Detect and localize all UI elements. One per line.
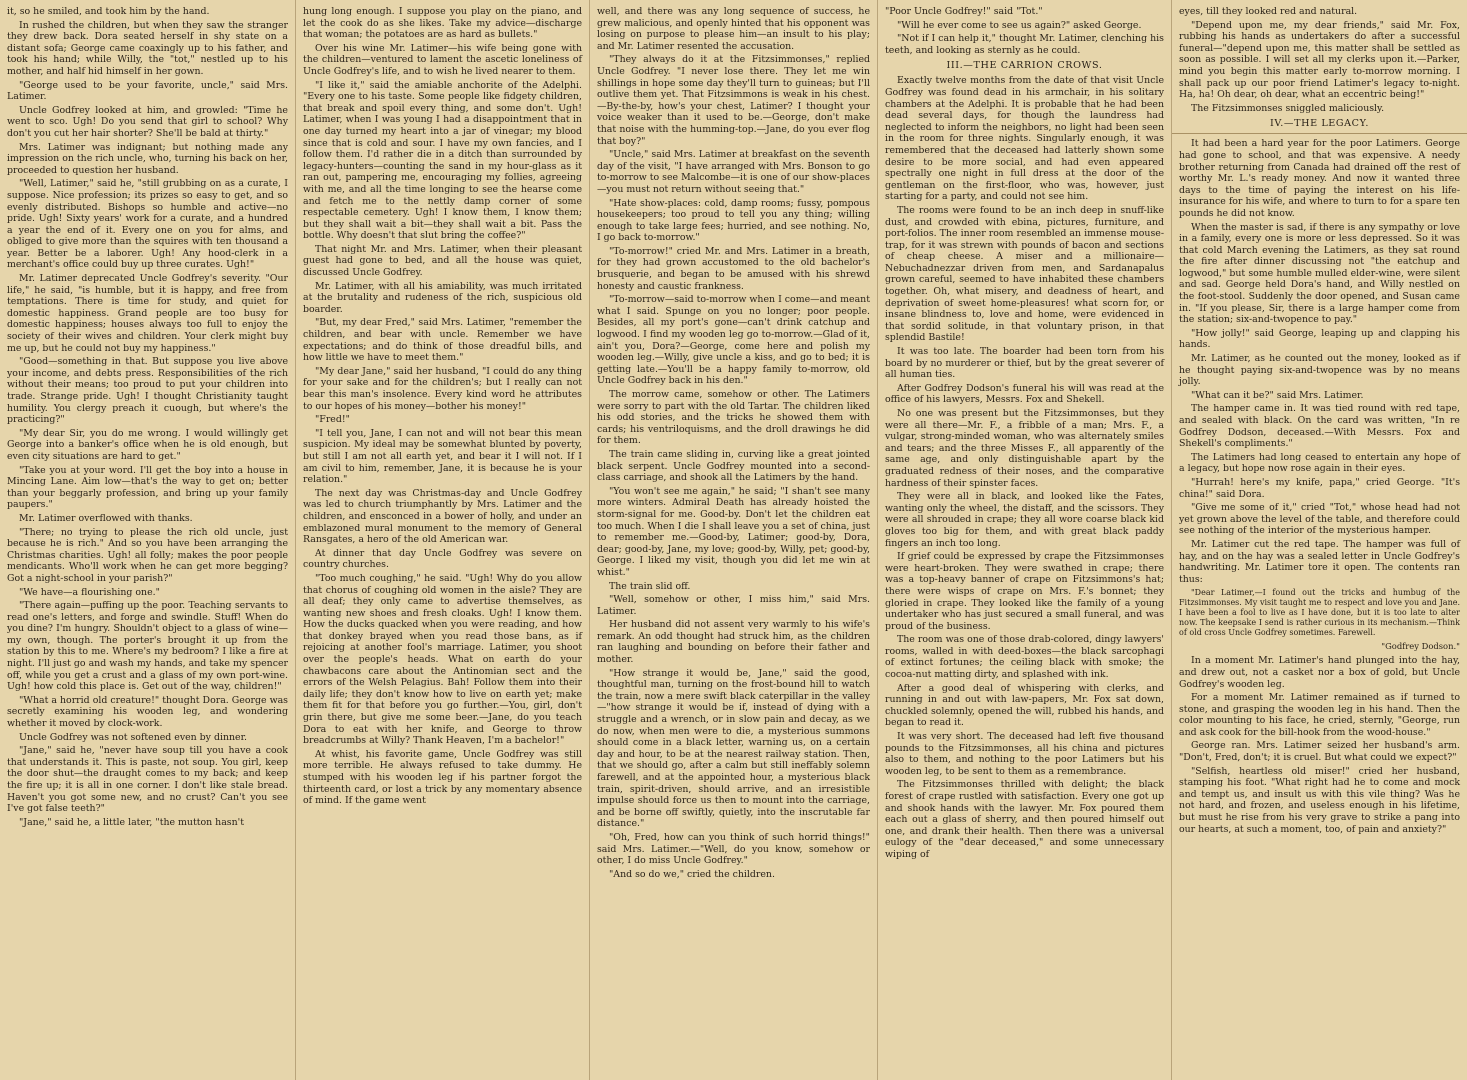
paragraph: "I like it," said the amiable anchorite of the Adelphi. "Every one to his taste. Some people like fidgety children, that break and spoil every thing, and some don't. Ugh! Latimer, when I was young I had a disappointment that in one day turned my heart into a jar of vinegar; my blood since that is cold and sour. I have my own fancies, and I follow them. I'd rather die in a ditch than surrounded by legacy-hunters—counting the sand in my hour-glass as it ran out, pampering me, encouraging my follies, agreeing with me, and all the time longing to see the hearse come and fetch me to the nettly damp corner of some respectable cemetery. Ugh! I know them, I know them; but they shall wait a bit—they shall wait a bit. Pass the bottle. Why doesn't that slut bring the coffee?" <box>303 79 582 242</box>
paragraph: "Too much coughing," he said. "Ugh! Why do you allow that chorus of coughing old women in the aisle? They are all deaf; they only came to advertise themselves, as wanting new shoes and fresh cloaks. Ugh! I know them. How the ducks quacked when you were reading, and how that donkey brayed when you read those bans, as if rejoicing at another fool's marriage. Latimer, you shoot over the people's heads. What on earth do your chawbacons care about the Antinomian sect and the errors of the Welsh Pelagius. Bah! Follow them into their daily life; they don't know how to live on earth yet; make them fit for that before you go further.—You, girl, don't grin there, but give me some beer.—Jane, do you teach Dora to eat with her knife, and George to throw breadcrumbs at Willy? Thank Heaven, I'm a bachelor!" <box>303 572 582 747</box>
column-2 <box>296 0 590 1080</box>
paragraph: The Latimers had long ceased to entertain any hope of a legacy, but hope now rose again in their eyes. <box>1179 451 1460 475</box>
paragraph: hung long enough. I suppose you play on the piano, and let the cook do as she likes. Take my advice—discharge that woman; the potatoes are as hard as bullets." <box>303 6 582 41</box>
paragraph: "What a horrid old creature!" thought Dora. George was secretly examining his wooden leg, and wondering whether it moved by clock-work. <box>7 694 288 730</box>
paragraph: Uncle Godfrey looked at him, and growled: "Time he went to sco. Ugh! Do you send that girl to school? Why don't you cut her hair shorter? She'll be bald at thirty." <box>7 104 288 139</box>
paragraph: "What can it be?" said Mrs. Latimer. <box>1191 389 1364 401</box>
paragraph: "How strange it would be, Jane," said the good, thoughtful man, turning on the frost-bound hill to watch the train, now a mere swift black caterpillar in the valley—"how strange it would be if, instead of dying with a struggle and a wrench, or in slow pain and decay, as we do now, when men were to die, a mysterious summons should come in a black letter, warning us, on a certain day and hour, to be at the nearest railway station. Then, that we should go, after a calm but still ineffably solemn farewell, and at the appointed hour, a mysterious black train, spirit-driven, should arrive, and an irresistible impulse should force us then to mount into the carriage, and be borne off swiftly, quietly, into the inscrutable far distance." <box>597 667 870 830</box>
paragraph: "Take you at your word. I'll get the boy into a house in Mincing Lane. Aim low—that's the way to get on; better than your beggarly profession, and bring up your family paupers." <box>7 464 288 511</box>
paragraph: For a moment Mr. Latimer remained as if turned to stone, and grasping the wooden leg in his hand. Then the color mounting to his face, he cried, sternly, "George, run and ask cook for the bill-hook from the wood-house." <box>1179 692 1460 738</box>
paragraph: In a moment Mr. Latimer's hand plunged into the hay, and drew out, not a casket nor a box of gold, but Uncle Godfrey's wooden leg. <box>1179 655 1460 690</box>
paragraph: "Uncle," said Mrs. Latimer at breakfast on the seventh day of the visit, "I have arranged with Mrs. Bonson to go to-morrow to see Malcombe—it is one of our show-places—you must not return without seeing that." <box>597 149 870 195</box>
paragraph: "Well, somehow or other, I miss him," said Mrs. Latimer. <box>597 594 870 617</box>
paragraph: The train slid off. <box>609 580 691 592</box>
paragraph: After Godfrey Dodson's funeral his will was read at the office of his lawyers, Messrs. Fox and Shekell. <box>885 382 1164 406</box>
paragraph: Mrs. Latimer was indignant; but nothing made any impression on the rich uncle, who, turning his back on her, proceeded to question her husband. <box>7 141 288 176</box>
paragraph: "Fred!" <box>315 414 350 426</box>
paragraph: "Good—something in that. But suppose you live above your income, and debts press. Responsibilities of the rich without their means; too proud to put your children into trade. Strange pride. Ugh! I thought Christianity taught humility. You clergy preach it cuough, but where's the practicing?" <box>7 356 288 426</box>
paragraph: The morrow came, somehow or other. The Latimers were sorry to part with the old Tartar. The children liked his odd stories, and the tricks he showed them with cards; his ventriloquisms, and the droll drawings he did for them. <box>597 389 870 447</box>
paragraph: Mr. Latimer deprecated Uncle Godfrey's severity. "Our life," he said, "is humble, but it is happy, and free from temptations. There is time for study, and quiet for domestic happiness. Grand people are too busy for domestic happiness; houses always too full to enjoy the society of their wives and children. Your clerk might buy me up, but he could not buy my happiness." <box>7 273 288 354</box>
paragraph: it, so he smiled, and took him by the hand. <box>7 6 210 17</box>
paragraph: "Depend upon me, my dear friends," said Mr. Fox, rubbing his hands as undertakers do after a successful funeral—"depend upon me, this matter shall be settled as soon as possible. I will set all my clerks upon it.—Parker, mind you begin this matter early to-morrow morning. I shall pack up our poor friend Latimer's legacy to-night. Ha, ha! Oh dear, oh dear, what an eccentric being!" <box>1179 19 1460 101</box>
paragraph: If grief could be expressed by crape the Fitzsimmonses were heart-broken. They were swathed in crape; there was a top-heavy banner of crape on Fitzsimmons's hat; there were wisps of crape on Mrs. F.'s bonnet; they gloried in crape. They looked like the family of a young undertaker who has just secured a small funeral, and was proud of the business. <box>885 551 1164 632</box>
paragraph: In rushed the children, but when they saw the stranger they drew back. Dora seated herself in shy state on a distant sofa; George came coaxingly up to his father, and took his hand; while Willy, the "tot," nestled up to his mother, and half hid himself in her gown. <box>7 19 288 77</box>
column-5 <box>1172 0 1467 1080</box>
paragraph: "But, my dear Fred," said Mrs. Latimer, "remember the children, and bear with uncle. Remember we have expectations; and do think of those dreadful bills, and how little we have to meet them." <box>303 317 582 364</box>
column-4 <box>878 0 1172 1080</box>
paragraph: "There again—puffing up the poor. Teaching servants to read one's letters, and forge and swindle. Stuff! When do you dine? I'm hungry. Shouldn't object to a glass of wine—my own, though. The porter's brought it up from the station by this to me. Where's my bedroom? I like a fire at night. I'll just go and wash my hands, and take my spencer off, while you get a crust and a glass of my own port-wine. Ugh! how cold this place is. Get out of the way, children!" <box>7 600 288 693</box>
section-heading: III.—THE CARRION CROWS. <box>946 60 1103 72</box>
paragraph: "My dear Jane," said her husband, "I could do any thing for your sake and for the children's; but I really can not bear this man's insolence. Every kind word he attributes to our hopes of his money—bother his money!" <box>303 365 582 412</box>
paragraph: Her husband did not assent very warmly to his wife's remark. An odd thought had struck him, as the children ran laughing and bounding on before their father and mother. <box>597 619 870 666</box>
paragraph: After a good deal of whispering with clerks, and running in and out with law-papers, Mr. Fox sat down, chuckled solemnly, opened the will, rubbed his hands, and began to read it. <box>885 682 1164 729</box>
paragraph: When the master is sad, if there is any sympathy or love in a family, every one is more or less depressed. So it was that cold March evening the Latimers, as they sat round the fire after dinner discussing not "the eatchup and logwood," but some humble mulled elder-wine, were silent and sad. George held Dora's hand, and Willy nestled on the foot-stool. Suddenly the door opened, and Susan came in. "If you please, Sir, there is a large hamper come from the station; six-and-twopence to pay." <box>1179 221 1460 326</box>
paragraph: "Poor Uncle Godfrey!" said "Tot." <box>885 6 1043 17</box>
paragraph: It had been a hard year for the poor Latimers. George had gone to school, and that was expensive. A needy brother returning from Canada had drained off the rest of worthy Mr. L.'s ready money. And now it wanted three days to the time of paying the interest on his life-insurance for his wife, and where to turn to for a spare ten pounds he did not know. <box>1179 138 1460 219</box>
paragraph: They were all in black, and looked like the Fates, wanting only the wheel, the distaff, and the scissors. They were all shrouded in crape; they all wore coarse black kid gloves too big for them, and with great black paddy fingers an inch too long. <box>885 491 1164 549</box>
clipping-cut-line <box>1172 133 1467 134</box>
column-3 <box>590 0 878 1080</box>
paragraph: The next day was Christmas-day and Uncle Godfrey was led to church triumphantly by Mrs. Latimer and the children, and ensconced in a bower of holly, and under an emblazoned mural monument to the memory of General Ransgates, a hero of the old American war. <box>303 487 582 546</box>
paragraph: "Oh, Fred, how can you think of such horrid things!" said Mrs. Latimer.—"Well, do you know, somehow or other, I do miss Uncle Godfrey." <box>597 831 870 867</box>
paragraph: At whist, his favorite game, Uncle Godfrey was still more terrible. He always refused to take dummy. He stumped with his wooden leg if his partner forgot the thirteenth card, or lost a trick by any momentary absence of mind. If the game went <box>303 748 582 807</box>
paragraph: Mr. Latimer, with all his amiability, was much irritated at the brutality and rudeness of the rich, suspicious old boarder. <box>303 280 582 315</box>
paragraph: The room was one of those drab-colored, dingy lawyers' rooms, walled in with deed-boxes—the black sarcophagi of extinct fortunes; the ceiling black with smoke; the cocoa-nut matting dirty, and splashed with ink. <box>885 634 1164 681</box>
letter-text: "Dear Latimer,—I found out the tricks and humbug of the Fitzsimmonses. My visit taught me to respect and love you and Jane. I have been a fool to live as I have done, but it is too late to alter now. The keepsake I send is rather curious in its mechanism.—Think of old cross Uncle Godfrey sometimes. Farewell. <box>1179 588 1460 638</box>
paragraph: eyes, till they looked red and natural. <box>1179 6 1358 17</box>
paragraph: "Well, Latimer," said he, "still grubbing on as a curate, I suppose. Nice profession; its prizes so easy to get, and so evenly distributed. Bishops so humble and active—no pride. Ugh! Sixty years' work for a curate, and a hundred a year the end of it. Every one on you for alms, and obliged to give more than the squires with ten thousand a year. Better be a laborer. Ugh! Any hood-clerk in a merchant's office could buy up three curates. Ugh!" <box>7 178 288 271</box>
paragraph: Exactly twelve months from the date of that visit Uncle Godfrey was found dead in his armchair, in his solitary chambers at the Adelphi. It is probable that he had been dead several days, for though the laundress had neglected to inform the neighbors, no light had been seen in the room for three nights. Singularly enough, it was remembered that the deceased had latterly shown some desire to be more social, and had even appeared spectrally one night in full dress at the door of the gentleman on the first-floor, who was, however, just starting for a party, and could not see him. <box>885 75 1164 203</box>
paragraph: At dinner that day Uncle Godfrey was severe on country churches. <box>303 547 582 571</box>
paragraph: The Fitzsimmonses thrilled with delight; the black forest of crape rustled with satisfaction. Every one got up and shook hands with the lawyer. Mr. Fox poured them each out a glass of sherry, and then poured himself out one, and drank their health. Then there was a universal eulogy of the "dear deceased," and some unnecessary wiping of <box>885 779 1164 860</box>
paragraph: It was too late. The boarder had been torn from his board by no murderer or thief, but by the great severer of all human ties. <box>885 346 1164 381</box>
paragraph: "How jolly!" said George, leaping up and clapping his hands. <box>1179 327 1460 351</box>
paragraph: "I tell you, Jane, I can not and will not bear this mean suspicion. My ideal may be somewhat blunted by poverty, but still I am not all earth yet, and bear it I will not. If I am civil to him, remember, Jane, it is because he is your relation." <box>303 427 582 486</box>
column-1 <box>0 0 296 1080</box>
paragraph: Mr. Latimer cut the red tape. The hamper was full of hay, and on the hay was a sealed letter in Uncle Godfrey's handwriting. Mr. Latimer tore it open. The contents ran thus: <box>1179 538 1460 585</box>
paragraph: The hamper came in. It was tied round with red tape, and sealed with black. On the card was written, "In re Godfrey Dodson, deceased.—With Messrs. Fox and Shekell's compliments." <box>1179 403 1460 450</box>
paragraph: "Not if I can help it," thought Mr. Latimer, clenching his teeth, and looking as sternly as he could. <box>885 33 1164 56</box>
paragraph: The train came sliding in, curving like a great jointed black serpent. Uncle Godfrey mounted into a second-class carriage, and shook all the Latimers by the hand. <box>597 448 870 484</box>
paragraph: Mr. Latimer, as he counted out the money, looked as if he thought paying six-and-twopence was by no means jolly. <box>1179 353 1460 388</box>
paragraph: The Fitzsimmonses sniggled maliciously. <box>1191 102 1385 114</box>
paragraph: The rooms were found to be an inch deep in snuff-like dust, and crowded with ebina, pictures, furniture, and port-folios. The inner room resembled an immense mouse-trap, for it was strewn with pounds of bacon and sections of cheap cheese. A miser and a millionaire—Nebuchadnezzar driven from men, and Sardanapalus grown careful, seemed to have inhabited these chambers together. Oh, what misery, and deadness of heart, and deprivation of sweet home-pleasures! what scorn for, or insane blindness to, love and home, were evidenced in that sordid solitude, in that voluntary prison, in that splendid Bastile! <box>885 204 1164 344</box>
paragraph: It was very short. The deceased had left five thousand pounds to the Fitzsimmonses, all his china and pictures also to them, and nothing to the poor Latimers but his wooden leg, to be sent to them as a remembrance. <box>885 731 1164 777</box>
paragraph: George ran. Mrs. Latimer seized her husband's arm. "Don't, Fred, don't; it is cruel. But what could we expect?" <box>1179 740 1460 764</box>
paragraph: "To-morrow!" cried Mr. and Mrs. Latimer in a breath, for they had grown accustomed to the old bachelor's brusquerie, and began to be amused with his shrewd honesty and caustic frankness. <box>597 245 870 292</box>
paragraph: "And so do we," cried the children. <box>609 868 775 880</box>
paragraph: "Jane," said he, a little later, "the mutton hasn't <box>19 816 244 828</box>
paragraph: "There; no trying to please the rich old uncle, just because he is rich." And so you have been arranging the Christmas charities. Ugh! all folly; makes the poor people mendicants. Who'll work when he can get more begging? Got a night-school in your parish?" <box>7 526 288 584</box>
paragraph: "My dear Sir, you do me wrong. I would willingly get George into a banker's office when he is old enough, but even city situations are hard to get." <box>7 427 288 462</box>
paragraph: "You won't see me again," he said; "I shan't see many more winters. Admiral Death has already hoisted the storm-signal for me. Good-by. Don't let the children eat too much. When I die I shall leave you a set of china, just to remember me.—Good-by, Latimer; good-by, Dora, dear; good-by, Jane, my love; good-by, Willy, pet; good-by, George. I liked my visit, though you did let me win at whist." <box>597 485 870 578</box>
paragraph: Over his wine Mr. Latimer—his wife being gone with the children—ventured to lament the ascetic loneliness of Uncle Godfrey's life, and to wish he lived nearer to them. <box>303 42 582 77</box>
letter-signature: "Godfrey Dodson." <box>1381 641 1460 652</box>
paragraph: "Hurrah! here's my knife, papa," cried George. "It's china!" said Dora. <box>1179 476 1460 500</box>
paragraph: well, and there was any long sequence of success, he grew malicious, and openly hinted that his opponent was losing on purpose to please him—an insult to his play; and Mr. Latimer resented the accusation. <box>597 6 870 52</box>
section-heading: IV.—THE LEGACY. <box>1270 118 1369 130</box>
paragraph: No one was present but the Fitzsimmonses, but they were all there—Mr. F., a fribble of a man; Mrs. F., a vulgar, strong-minded woman, who was alternately smiles and tears; and the three Misses F., all apparently of the same age, and only distinguishable apart by the graduated redness of their noses, and the comparative hardness of their spinster faces. <box>885 408 1164 489</box>
paragraph: "Give me some of it," cried "Tot," whose head had not yet grown above the level of the table, and therefore could see nothing of the interior of the mysterious hamper. <box>1179 502 1460 537</box>
paragraph: "To-morrow—said to-morrow when I come—and meant what I said. Spunge on you no longer; poor people. Besides, all my port's gone—can't drink catchup and logwood. I find my wooden leg go to-morrow.—Glad of it, ain't you, Dora?—George, come here and polish my wooden leg.—Willy, give uncle a kiss, and go to bed; it is getting late.—You'll be a happy family to-morrow, old Uncle Godfrey back in his den." <box>597 294 870 387</box>
paragraph: "We have—a flourishing one." <box>19 586 160 598</box>
paragraph: That night Mr. and Mrs. Latimer, when their pleasant guest had gone to bed, and all the house was quiet, discussed Uncle Godfrey. <box>303 243 582 279</box>
paragraph: "Will he ever come to see us again?" asked George. <box>897 19 1142 31</box>
paragraph: Mr. Latimer overflowed with thanks. <box>19 512 193 524</box>
paragraph: "They always do it at the Fitzsimmonses," replied Uncle Godfrey. "I never lose there. They let me win shillings in hope some day they'll turn to guineas; but I'll outlive them yet. That Fitzsimmons is weak in his chest.—By-the-by, how's your chest, Latimer? I thought your voice weaker than it used to be.—George, don't make that noise with the humming-top.—Jane, do you ever flog that boy?" <box>597 54 870 147</box>
paragraph: "Selfish, heartless old miser!" cried her husband, stamping his foot. "What right had he to come and mock and tempt us, and insult us with this vile thing? Was he not hard, and frozen, and useless enough in his lifetime, but must he rise from his very grave to strike a pang into our hearts, at such a moment, too, of pain and anxiety?" <box>1179 765 1460 835</box>
paragraph: "Jane," said he, "never have soup till you have a cook that understands it. This is paste, not soup. You girl, keep the door shut—the draught comes to my back; and keep the fire up; it is all in one corner. I don't like stale bread. Haven't you got some new, and no crust? Can't you see I've got false teeth?" <box>7 745 288 815</box>
paragraph: "Hate show-places: cold, damp rooms; fussy, pompous housekeepers; too proud to tell you any thing; willing enough to take large fees; hurried, and see nothing. No, I go back to-morrow." <box>597 197 870 244</box>
paragraph: "George used to be your favorite, uncle," said Mrs. Latimer. <box>7 79 288 103</box>
paragraph: Uncle Godfrey was not softened even by dinner. <box>19 731 248 743</box>
